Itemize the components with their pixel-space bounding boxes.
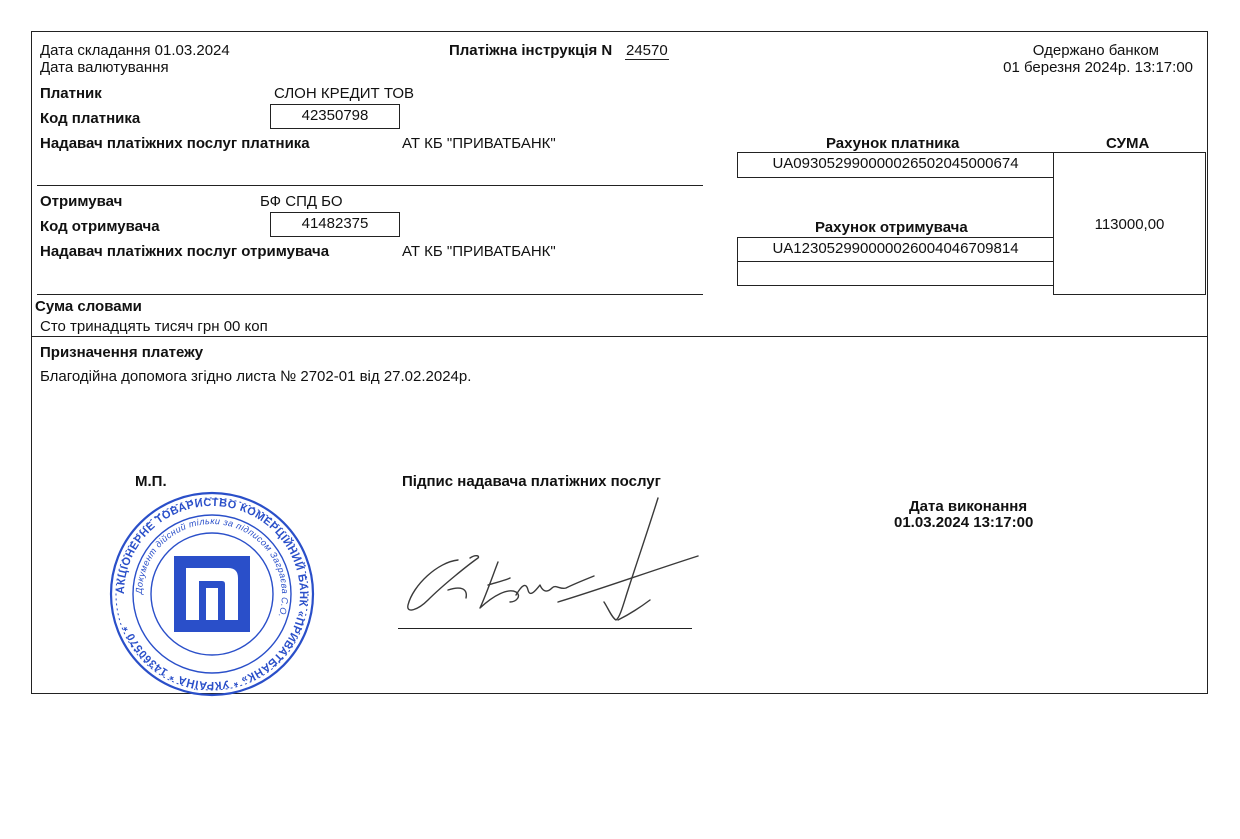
recipient-account: UA123052990000026004046709814 <box>737 237 1054 262</box>
payer-label: Платник <box>40 85 102 102</box>
recipient-code: 41482375 <box>270 212 400 237</box>
payment-instruction-document <box>31 31 1208 694</box>
signature-label: Підпис надавача платіжних послуг <box>402 473 661 490</box>
recipient-label: Отримувач <box>40 193 123 210</box>
stamp-outer-text: АКЦІОНЕРНЕ ТОВАРИСТВО КОМЕРЦІЙНИЙ БАНК «ПРИВАТБАНК» * УКРАЇНА * 14360570 * <box>114 496 310 692</box>
received-at: 01 березня 2024р. 13:17:00 <box>1003 59 1193 76</box>
payer-account: UA093052990000026502045000674 <box>737 152 1054 178</box>
purpose-text: Благодійна допомога згідно листа № 2702-01 від 27.02.2024р. <box>40 368 472 385</box>
amount-words-label: Сума словами <box>35 298 142 315</box>
payer-divider <box>37 185 703 186</box>
amount-words: Сто тринадцять тисяч грн 00 коп <box>40 318 268 335</box>
recipient-provider: АТ КБ "ПРИВАТБАНК" <box>402 243 556 260</box>
payer-name: СЛОН КРЕДИТ ТОВ <box>274 85 415 102</box>
recipient-account-extra <box>737 261 1054 286</box>
received-label: Одержано банком <box>1032 42 1159 59</box>
recipient-provider-label: Надавач платіжних послуг отримувача <box>40 243 330 260</box>
privatbank-logo-icon <box>174 556 250 632</box>
bank-stamp <box>107 489 317 699</box>
payer-provider: АТ КБ "ПРИВАТБАНК" <box>402 135 556 152</box>
stamp-inner-text: Документ дійсний тільки за підписом Заграєва С.О. <box>133 515 291 620</box>
execution-label: Дата виконання <box>909 498 1028 515</box>
recipient-name: БФ СПД БО <box>260 193 343 210</box>
execution-date: 01.03.2024 13:17:00 <box>894 514 1034 531</box>
stamp-label: М.П. <box>135 473 167 490</box>
amount-label: СУМА <box>1106 135 1150 152</box>
payer-code-label: Код платника <box>40 110 141 127</box>
purpose-label: Призначення платежу <box>40 344 204 361</box>
signature-image <box>398 490 698 630</box>
payer-code: 42350798 <box>270 104 400 129</box>
recipient-divider <box>37 294 703 295</box>
payer-account-label: Рахунок платника <box>826 135 960 152</box>
amount-value: 113000,00 <box>1053 152 1206 295</box>
document-title: Платіжна інструкція N <box>449 42 613 59</box>
date-compiled: Дата складання 01.03.2024 <box>40 42 230 59</box>
recipient-code-label: Код отримувача <box>40 218 160 235</box>
document-number: 24570 <box>626 42 668 59</box>
words-divider <box>32 336 1208 337</box>
date-value: Дата валютування <box>40 59 169 76</box>
recipient-account-label: Рахунок отримувача <box>815 219 968 236</box>
payer-provider-label: Надавач платіжних послуг платника <box>40 135 310 152</box>
